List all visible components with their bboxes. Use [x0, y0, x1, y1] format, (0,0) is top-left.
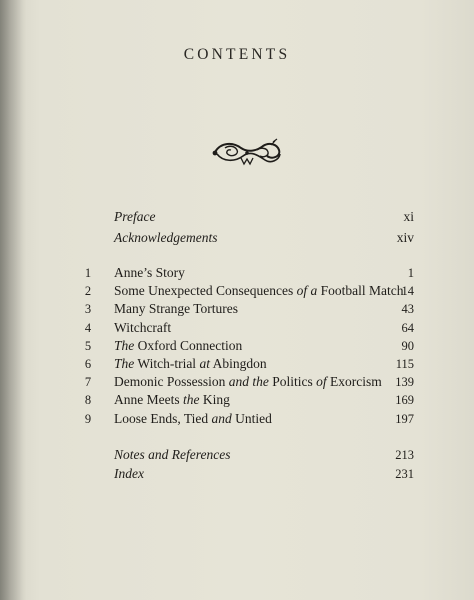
toc-title-part: the [182, 392, 200, 408]
toc-page-number: 43 [401, 302, 414, 317]
toc-title-part: Witch-trial [134, 356, 200, 371]
toc-title-part: Football Match [317, 283, 404, 299]
toc-entry-chapter [0, 337, 474, 355]
toc-page-number: xiv [396, 230, 414, 245]
chapter-number: 7 [84, 375, 92, 390]
chapter-number: 1 [84, 266, 92, 280]
toc-title-part: and [211, 410, 232, 426]
chapter-number: 9 [84, 411, 92, 426]
contents-heading: CONTENTS [183, 46, 291, 63]
toc-title [114, 373, 382, 391]
toc-page-number: 139 [395, 375, 414, 390]
toc-title-part: Loose Ends, Tied [114, 410, 212, 426]
toc-entry-chapter [0, 264, 474, 282]
toc-page-number: 64 [401, 320, 414, 335]
toc-title-part: of [316, 374, 327, 390]
toc-title: Preface [114, 209, 156, 224]
toc-title: Acknowledgements [114, 230, 218, 245]
toc-entry-preface [0, 208, 474, 226]
toc-entry-chapter [0, 300, 474, 318]
toc-title-part: The [114, 337, 135, 353]
toc-page-number: 231 [395, 467, 414, 481]
toc-title [114, 300, 238, 318]
toc-page-number: 213 [395, 448, 414, 462]
toc-title [114, 410, 272, 428]
chapter-number: 8 [84, 393, 92, 408]
toc-entry-index [0, 465, 474, 483]
toc-entry-notes [0, 446, 474, 464]
chapter-number: 2 [84, 284, 92, 299]
toc-title [114, 391, 230, 409]
decorative-fleuron-icon [211, 136, 283, 166]
toc-title-part: Many Strange Tortures [114, 301, 239, 317]
toc-page-number: 197 [395, 411, 414, 426]
toc-page-number: 115 [395, 357, 414, 371]
chapter-number: 5 [84, 338, 92, 353]
toc-title [114, 264, 185, 282]
toc-page-number: 90 [401, 338, 414, 353]
toc-page-number: 14 [401, 284, 414, 299]
toc-title [114, 355, 267, 373]
toc-entry-chapter [0, 410, 474, 428]
toc-entry-chapter [0, 373, 474, 391]
toc-title [114, 282, 403, 300]
toc-title-part: and the [228, 374, 269, 390]
toc-title-part: Untied [231, 410, 272, 426]
chapter-number: 6 [84, 357, 92, 371]
toc-entry-chapter [0, 391, 474, 409]
toc-entry-chapter [0, 319, 474, 337]
toc-title-part: Exorcism [326, 374, 382, 390]
toc-title-part: Abingdon [209, 356, 267, 371]
toc-title-part: Politics [268, 374, 317, 390]
toc-page-number: 169 [395, 393, 414, 408]
toc-title [114, 337, 242, 355]
toc-page-number: xi [403, 209, 414, 224]
toc-title [114, 319, 171, 337]
toc-title-part: at [199, 356, 210, 371]
toc-title-part: Witchcraft [114, 319, 172, 335]
toc-page-number: 1 [407, 266, 414, 280]
toc-title: Notes and References [114, 447, 231, 462]
toc-title-part: Anne Meets [114, 392, 183, 408]
toc-title-part: King [199, 392, 230, 408]
toc-entry-acknowledgements [0, 229, 474, 247]
chapter-number: 3 [84, 302, 92, 317]
toc-entry-chapter [0, 282, 474, 300]
toc-title-part: of a [296, 283, 318, 299]
toc-title-part: The [114, 356, 135, 371]
toc-entry-chapter [0, 355, 474, 373]
toc-title-part: Demonic Possession [114, 374, 229, 390]
toc-title-part: Anne’s Story [114, 265, 185, 280]
toc-title: Index [114, 466, 144, 481]
toc-title-part: Some Unexpected Consequences [114, 283, 297, 299]
toc-title-part: Oxford Connection [134, 337, 243, 353]
chapter-number: 4 [84, 320, 92, 335]
